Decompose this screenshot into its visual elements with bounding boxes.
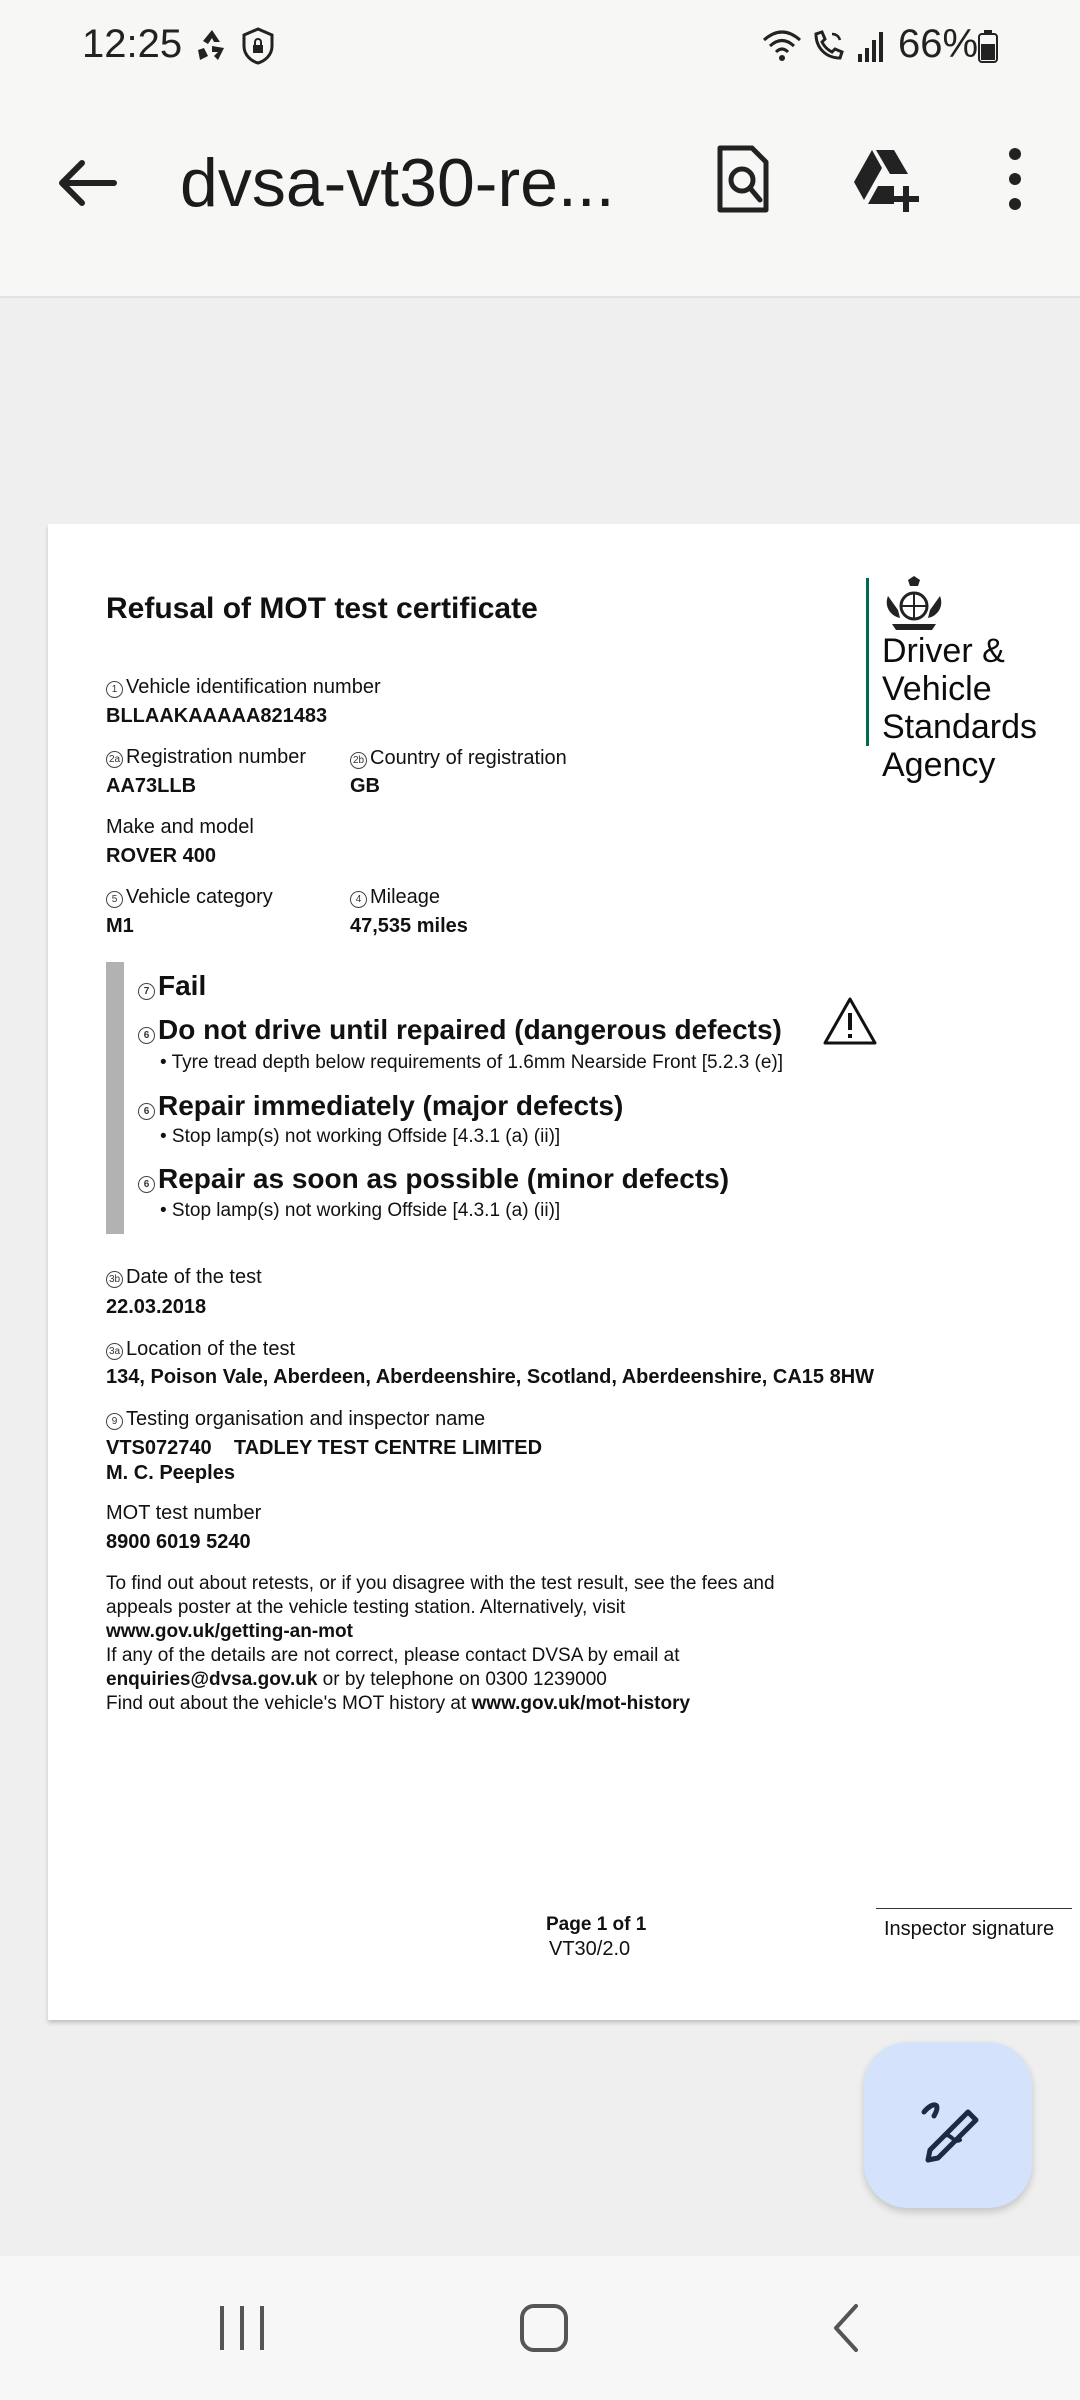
test-date-label: 3b Date of the test [106, 1266, 262, 1289]
agency-logo-bar [866, 578, 869, 746]
category-value: M1 [106, 915, 134, 937]
registration-label: 2a Registration number [106, 746, 306, 769]
field-number: 6 [138, 1103, 155, 1120]
test-date-value: 22.03.2018 [106, 1296, 207, 1318]
recycle-icon [192, 26, 232, 66]
agency-name: Driver & Vehicle Standards Agency [882, 632, 1037, 784]
history-info: Find out about the vehicle's MOT history at www.gov.uk/mot-history [106, 1693, 691, 1714]
field-number: 4 [350, 891, 367, 908]
registration-value: AA73LLB [106, 775, 197, 797]
document-title: dvsa-vt30-re... [180, 145, 615, 221]
make-model-value: ROVER 400 [106, 845, 217, 867]
make-model-label: Make and model [106, 816, 254, 838]
dangerous-defect-item: • Tyre tread depth below requirements of 1.6mm Nearside Front [5.2.3 (e)] [160, 1052, 784, 1073]
test-number-value: 8900 6019 5240 [106, 1531, 251, 1553]
location-label: 3a Location of the test [106, 1338, 295, 1361]
organisation-value: VTS072740 TADLEY TEST CENTRE LIMITED [106, 1437, 543, 1459]
form-version: VT30/2.0 [549, 1938, 631, 1960]
test-number-label: MOT test number [106, 1502, 262, 1524]
field-number: 5 [106, 891, 123, 908]
add-to-drive-icon[interactable] [848, 142, 922, 216]
status-time: 12:25 [82, 22, 183, 66]
search-document-icon[interactable] [706, 142, 780, 216]
minor-defects-heading: 6 Repair as soon as possible (minor defects) [138, 1163, 729, 1195]
result-indicator-bar [106, 962, 124, 1234]
mot-history-link[interactable]: www.gov.uk/mot-history [471, 1693, 691, 1714]
dangerous-defects-heading: 6 Do not drive until repaired (dangerous defects) [138, 1014, 782, 1046]
royal-crest-icon [882, 576, 946, 632]
field-number: 6 [138, 1176, 155, 1193]
signal-icon [856, 26, 886, 66]
more-options-icon[interactable] [978, 142, 1052, 216]
pen-edit-icon [910, 2088, 986, 2164]
field-number: 3a [106, 1343, 123, 1360]
home-icon[interactable] [516, 2300, 572, 2356]
back-nav-icon[interactable] [826, 2300, 866, 2356]
signature-label: Inspector signature [884, 1918, 1055, 1940]
vin-value: BLLAAKAAAAA821483 [106, 705, 328, 727]
field-number: 9 [106, 1413, 123, 1430]
organisation-label: 9 Testing organisation and inspector name [106, 1408, 485, 1431]
major-defect-item: • Stop lamp(s) not working Offside [4.3.1 (a) (ii)] [160, 1126, 561, 1147]
field-number: 1 [106, 681, 123, 698]
field-number: 6 [138, 1027, 155, 1044]
major-defects-heading: 6 Repair immediately (major defects) [138, 1090, 623, 1122]
retest-info: To find out about retests, or if you disagree with the test result, see the fees and appeals poster at the vehicle testing station. Alternatively, visit www.gov.uk/getting-an-mot [106, 1573, 775, 1642]
field-number: 2b [350, 752, 367, 769]
shield-icon [240, 26, 276, 66]
navigation-bar [0, 2256, 1080, 2400]
battery-icon [976, 26, 1000, 66]
annotate-button[interactable] [864, 2042, 1032, 2208]
battery-level: 66% [898, 22, 979, 66]
mileage-label: 4 Mileage [350, 886, 440, 909]
country-label: 2b Country of registration [350, 747, 567, 770]
status-bar [0, 0, 1080, 98]
warning-icon [822, 996, 878, 1046]
contact-info: If any of the details are not correct, please contact DVSA by email at enquiries@dvsa.gov.uk or by telephone on 0300 1239000 [106, 1645, 680, 1690]
result-status: 7 Fail [138, 970, 206, 1002]
page-label: Page 1 of 1 [546, 1914, 647, 1935]
wifi-icon [760, 26, 804, 66]
vin-label: 1 Vehicle identification number [106, 676, 381, 699]
getting-an-mot-link[interactable]: www.gov.uk/getting-an-mot [106, 1621, 353, 1642]
field-number: 7 [138, 983, 155, 1000]
field-number: 2a [106, 751, 123, 768]
wifi-calling-icon [808, 26, 852, 66]
signature-line [876, 1908, 1072, 1909]
field-number: 3b [106, 1271, 123, 1288]
category-label: 5 Vehicle category [106, 886, 273, 909]
mileage-value: 47,535 miles [350, 915, 468, 937]
contact-email-link[interactable]: enquiries@dvsa.gov.uk [106, 1669, 318, 1690]
location-value: 134, Poison Vale, Aberdeen, Aberdeenshire, Scotland, Aberdeenshire, CA15 8HW [106, 1366, 875, 1388]
recent-apps-icon[interactable] [216, 2300, 268, 2356]
inspector-name: M. C. Peeples [106, 1462, 235, 1484]
minor-defect-item: • Stop lamp(s) not working Offside [4.3.1 (a) (ii)] [160, 1200, 561, 1221]
app-bar [0, 98, 1080, 298]
document-page [48, 524, 1080, 2020]
back-arrow-icon[interactable] [52, 148, 122, 218]
country-value: GB [350, 775, 380, 797]
certificate-title: Refusal of MOT test certificate [106, 592, 538, 625]
